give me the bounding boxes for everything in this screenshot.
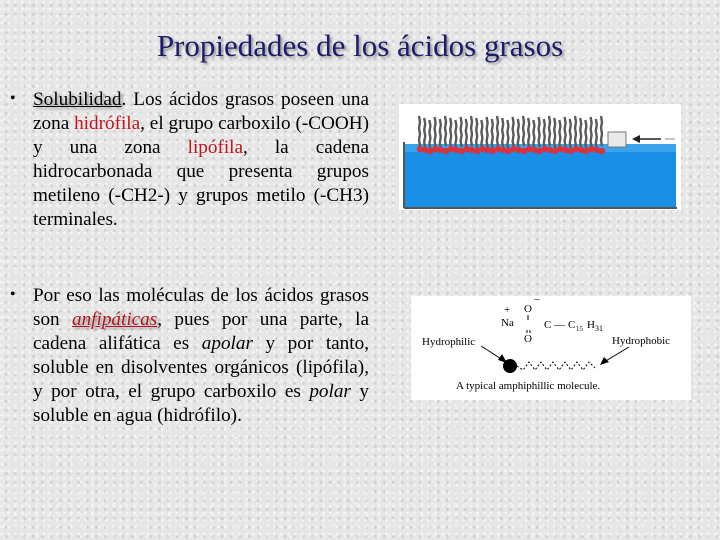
bullet-marker: • <box>10 90 16 107</box>
molecule-tail <box>539 117 540 147</box>
term-solubilidad: Solubilidad <box>33 89 122 110</box>
hydrophobic-label: Hydrophobic <box>612 335 671 347</box>
molecule-tail <box>580 118 581 148</box>
molecule-tail <box>497 116 498 146</box>
paragraph-amphipathic <box>33 284 369 428</box>
molecule-tail <box>481 120 482 150</box>
molecule-tail <box>533 120 534 150</box>
molecule-tail <box>492 119 493 149</box>
term-lipofila: lipófila <box>187 137 244 158</box>
p2-text-4: y soluble en agua (hidrófilo). <box>33 381 369 426</box>
p2-text-1: Por eso las moléculas de los ácidos grasos son <box>33 285 369 330</box>
bullet-marker: • <box>10 286 16 303</box>
molecule-tail <box>450 118 451 148</box>
molecule-tail <box>554 118 555 148</box>
molecule-tail <box>601 116 602 146</box>
p1-text-2: , el grupo carboxilo (-COOH) y una zona <box>33 113 369 158</box>
molecule-tail <box>476 118 477 148</box>
molecule-tail <box>513 117 514 147</box>
molecule-tail <box>471 116 472 146</box>
oxygen-top: O <box>524 303 532 315</box>
term-polar: polar <box>309 381 351 402</box>
molecule-tail <box>591 117 592 147</box>
carbon-label: C <box>544 319 552 331</box>
p1-text-1: . Los ácidos grasos poseen una zona <box>33 89 369 134</box>
molecule-tail <box>523 116 524 146</box>
molecule-tail <box>544 119 545 149</box>
figure-caption: A typical amphiphillic molecule. <box>456 380 601 392</box>
bond-dash: — <box>554 319 565 331</box>
term-hidrofila: hidrófila <box>74 113 141 134</box>
hydrophilic-label: Hydrophilic <box>422 336 476 348</box>
p1-text-3: , la cadena hidrocarbonada que presenta grupos metileno (-CH2-) y grupos metilo (-CH3) terminales. <box>33 137 369 230</box>
molecule-tail <box>549 116 550 146</box>
molecule-tail <box>435 117 436 147</box>
molecule-tail <box>429 120 430 150</box>
molecule-tail <box>518 119 519 149</box>
polar-head <box>503 359 517 373</box>
amphiphilic-molecule-diagram <box>411 296 691 400</box>
term-anfipaticas: anfipáticas <box>71 309 158 330</box>
molecule-tail <box>445 116 446 146</box>
paragraph-solubility <box>33 88 369 232</box>
oxygen-bottom: O <box>524 333 532 345</box>
p2-text-2: , pues por una parte, la cadena alifática es <box>33 309 370 354</box>
molecule-tail <box>575 116 576 146</box>
molecule-tail <box>559 120 560 150</box>
molecule-tail <box>528 118 529 148</box>
oxygen-charge: − <box>534 296 541 306</box>
molecule-tail <box>502 118 503 148</box>
molecule-tail <box>440 119 441 149</box>
molecule-tail <box>419 116 420 146</box>
chain-hydrogen: H <box>587 319 595 331</box>
molecule-tail <box>455 120 456 150</box>
term-apolar: apolar <box>201 333 253 354</box>
chain-carbon-subscript: 15 <box>576 325 583 333</box>
molecule-tail <box>466 119 467 149</box>
molecule-tail <box>461 117 462 147</box>
molecule-tail <box>585 120 586 150</box>
chain-carbon: C <box>568 319 576 331</box>
molecule-tail <box>596 119 597 149</box>
chain-hydrogen-subscript: 31 <box>595 324 603 333</box>
slide-title: Propiedades de los ácidos grasos <box>156 28 564 63</box>
molecule-head <box>599 148 605 154</box>
sodium-charge: + <box>504 304 511 316</box>
molecule-tail <box>507 120 508 150</box>
p2-text-3: y por tanto, soluble en disolventes orgánicos (lipófila), y por otra, el grupo carboxilo es <box>33 333 369 402</box>
barrier <box>608 132 626 147</box>
monolayer-illustration <box>399 104 681 210</box>
molecule-tail <box>487 117 488 147</box>
molecule-tail <box>570 119 571 149</box>
sodium-label: Na <box>501 317 514 329</box>
molecule-tail <box>424 118 425 148</box>
molecule-tail <box>565 117 566 147</box>
